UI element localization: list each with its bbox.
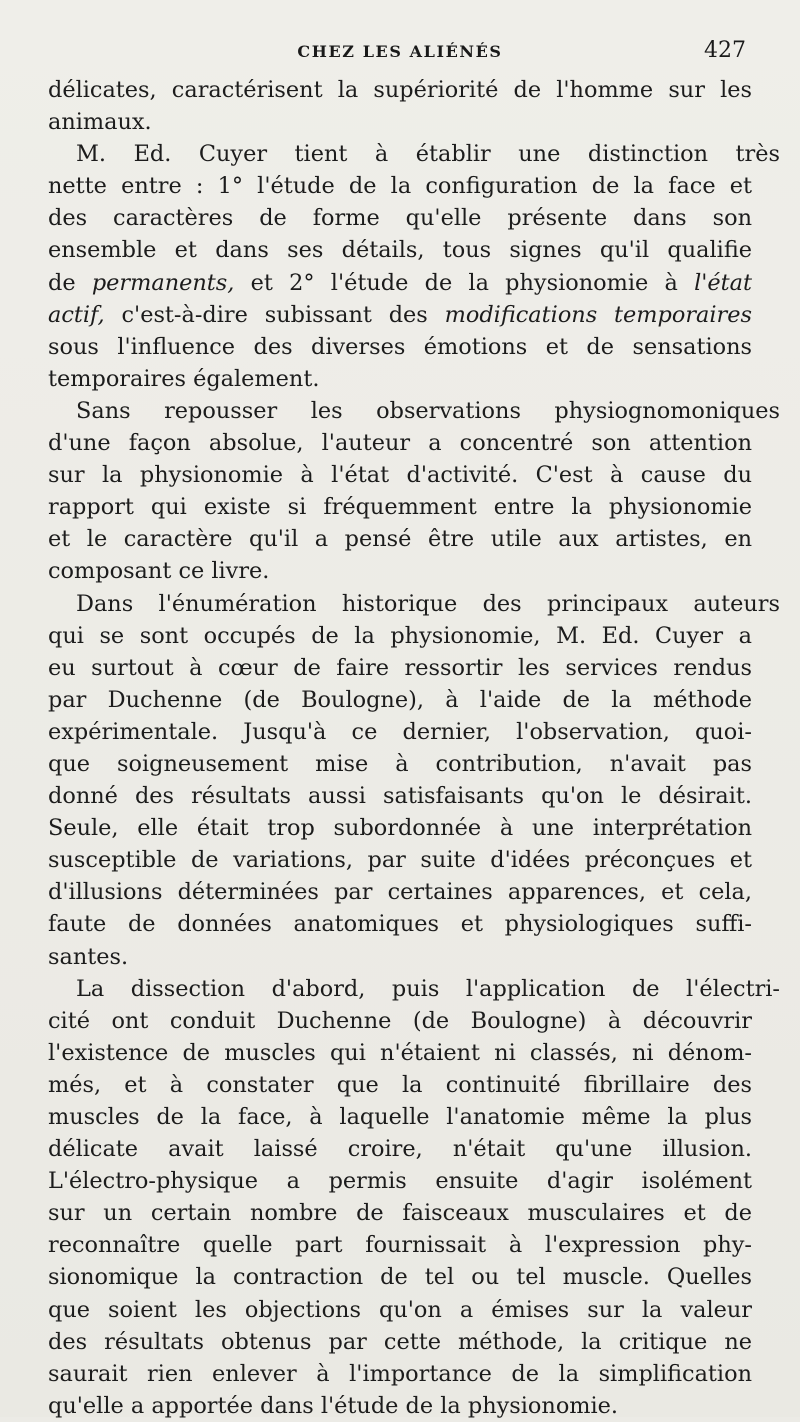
text-line: nette entre : 1° l'étude de la configuration de la face et <box>48 173 752 200</box>
running-title: CHEZ LES ALIÉNÉS <box>297 42 503 61</box>
text-line: que soigneusement mise à contribution, n'avait pas <box>48 750 752 777</box>
text-line: muscles de la face, à laquelle l'anatomie même la plus <box>48 1104 752 1130</box>
text-line: Sans repousser les observations physiognomoniques <box>76 397 780 424</box>
text-line: sionomique la contraction de tel ou tel muscle. Quelles <box>48 1264 752 1291</box>
page-number: 427 <box>704 38 746 63</box>
text-line: sous l'influence des diverses émotions et de sensations <box>48 333 752 360</box>
running-head <box>48 36 752 72</box>
text-line: M. Ed. Cuyer tient à établir une distinction très <box>76 141 780 168</box>
text-line: susceptible de variations, par suite d'idées préconçues et <box>48 847 752 874</box>
text-line: rapport qui existe si fréquemment entre la physionomie <box>48 494 752 521</box>
text-line: faute de données anatomiques et physiologiques suffi- <box>48 911 752 938</box>
text-line: sur un certain nombre de faisceaux musculaires et de <box>48 1200 752 1227</box>
text-line: temporaires également. <box>48 365 320 392</box>
text-line: donné des résultats aussi satisfaisants qu'on le désirait. <box>48 783 752 810</box>
text-line: qui se sont occupés de la physionomie, M. Ed. Cuyer a <box>48 622 752 649</box>
text-line: ensemble et dans ses détails, tous signes qu'il qualifie <box>48 237 752 264</box>
text-line: eu surtout à cœur de faire ressortir les services rendus <box>48 654 752 681</box>
text-line: saurait rien enlever à l'importance de la simplification <box>48 1360 752 1387</box>
text-line: délicates, caractérisent la supériorité de l'homme sur les <box>48 77 752 103</box>
text-line: l'existence de muscles qui n'étaient ni classés, ni dénom- <box>48 1039 752 1066</box>
text-line: d'illusions déterminées par certaines apparences, et cela, <box>48 879 752 906</box>
text-line: qu'elle a apportée dans l'étude de la physionomie. <box>48 1392 619 1419</box>
text-line: cité ont conduit Duchenne (de Boulogne) à découvrir <box>48 1007 752 1034</box>
text-line: reconnaître quelle part fournissait à l'expression phy- <box>48 1232 752 1259</box>
italic-span: actif, <box>48 301 105 328</box>
text-line: sur la physionomie à l'état d'activité. C'est à cause du <box>48 462 752 489</box>
body-text <box>48 74 780 1422</box>
italic-span: permanents, <box>91 269 235 296</box>
text-line: L'électro-physique a permis ensuite d'agir isolément <box>48 1168 752 1195</box>
italic-span: modifications temporaires <box>444 301 752 328</box>
text-line: Dans l'énumération historique des principaux auteurs <box>76 590 780 617</box>
text-line: d'une façon absolue, l'auteur a concentré son attention <box>48 430 752 457</box>
text-span: c'est-à-dire subissant des <box>104 301 445 328</box>
text-line: Seule, elle était trop subordonnée à une interprétation <box>48 815 752 842</box>
text-line: et le caractère qu'il a pensé être utile aux artistes, en <box>48 526 752 553</box>
text-line <box>48 299 752 331</box>
text-line: des résultats obtenus par cette méthode, la critique ne <box>48 1328 752 1355</box>
text-line: més, et à constater que la continuité fibrillaire des <box>48 1071 752 1098</box>
text-line: composant ce livre. <box>48 558 270 585</box>
text-line: expérimentale. Jusqu'à ce dernier, l'observation, quoi- <box>48 718 752 745</box>
text-line: santes. <box>48 943 129 970</box>
text-line: des caractères de forme qu'elle présente dans son <box>48 205 752 232</box>
italic-span: l'état <box>694 269 752 296</box>
text-line <box>48 267 752 299</box>
text-line: animaux. <box>48 109 152 136</box>
text-line: La dissection d'abord, puis l'application de l'électri- <box>76 975 780 1002</box>
text-span: et 2° l'étude de la physionomie à <box>234 269 695 296</box>
text-line: que soient les objections qu'on a émises sur la valeur <box>48 1296 752 1323</box>
text-line: par Duchenne (de Boulogne), à l'aide de la méthode <box>48 686 752 713</box>
text-line: délicate avait laissé croire, n'était qu'une illusion. <box>48 1136 752 1163</box>
text-span: de <box>48 269 92 296</box>
